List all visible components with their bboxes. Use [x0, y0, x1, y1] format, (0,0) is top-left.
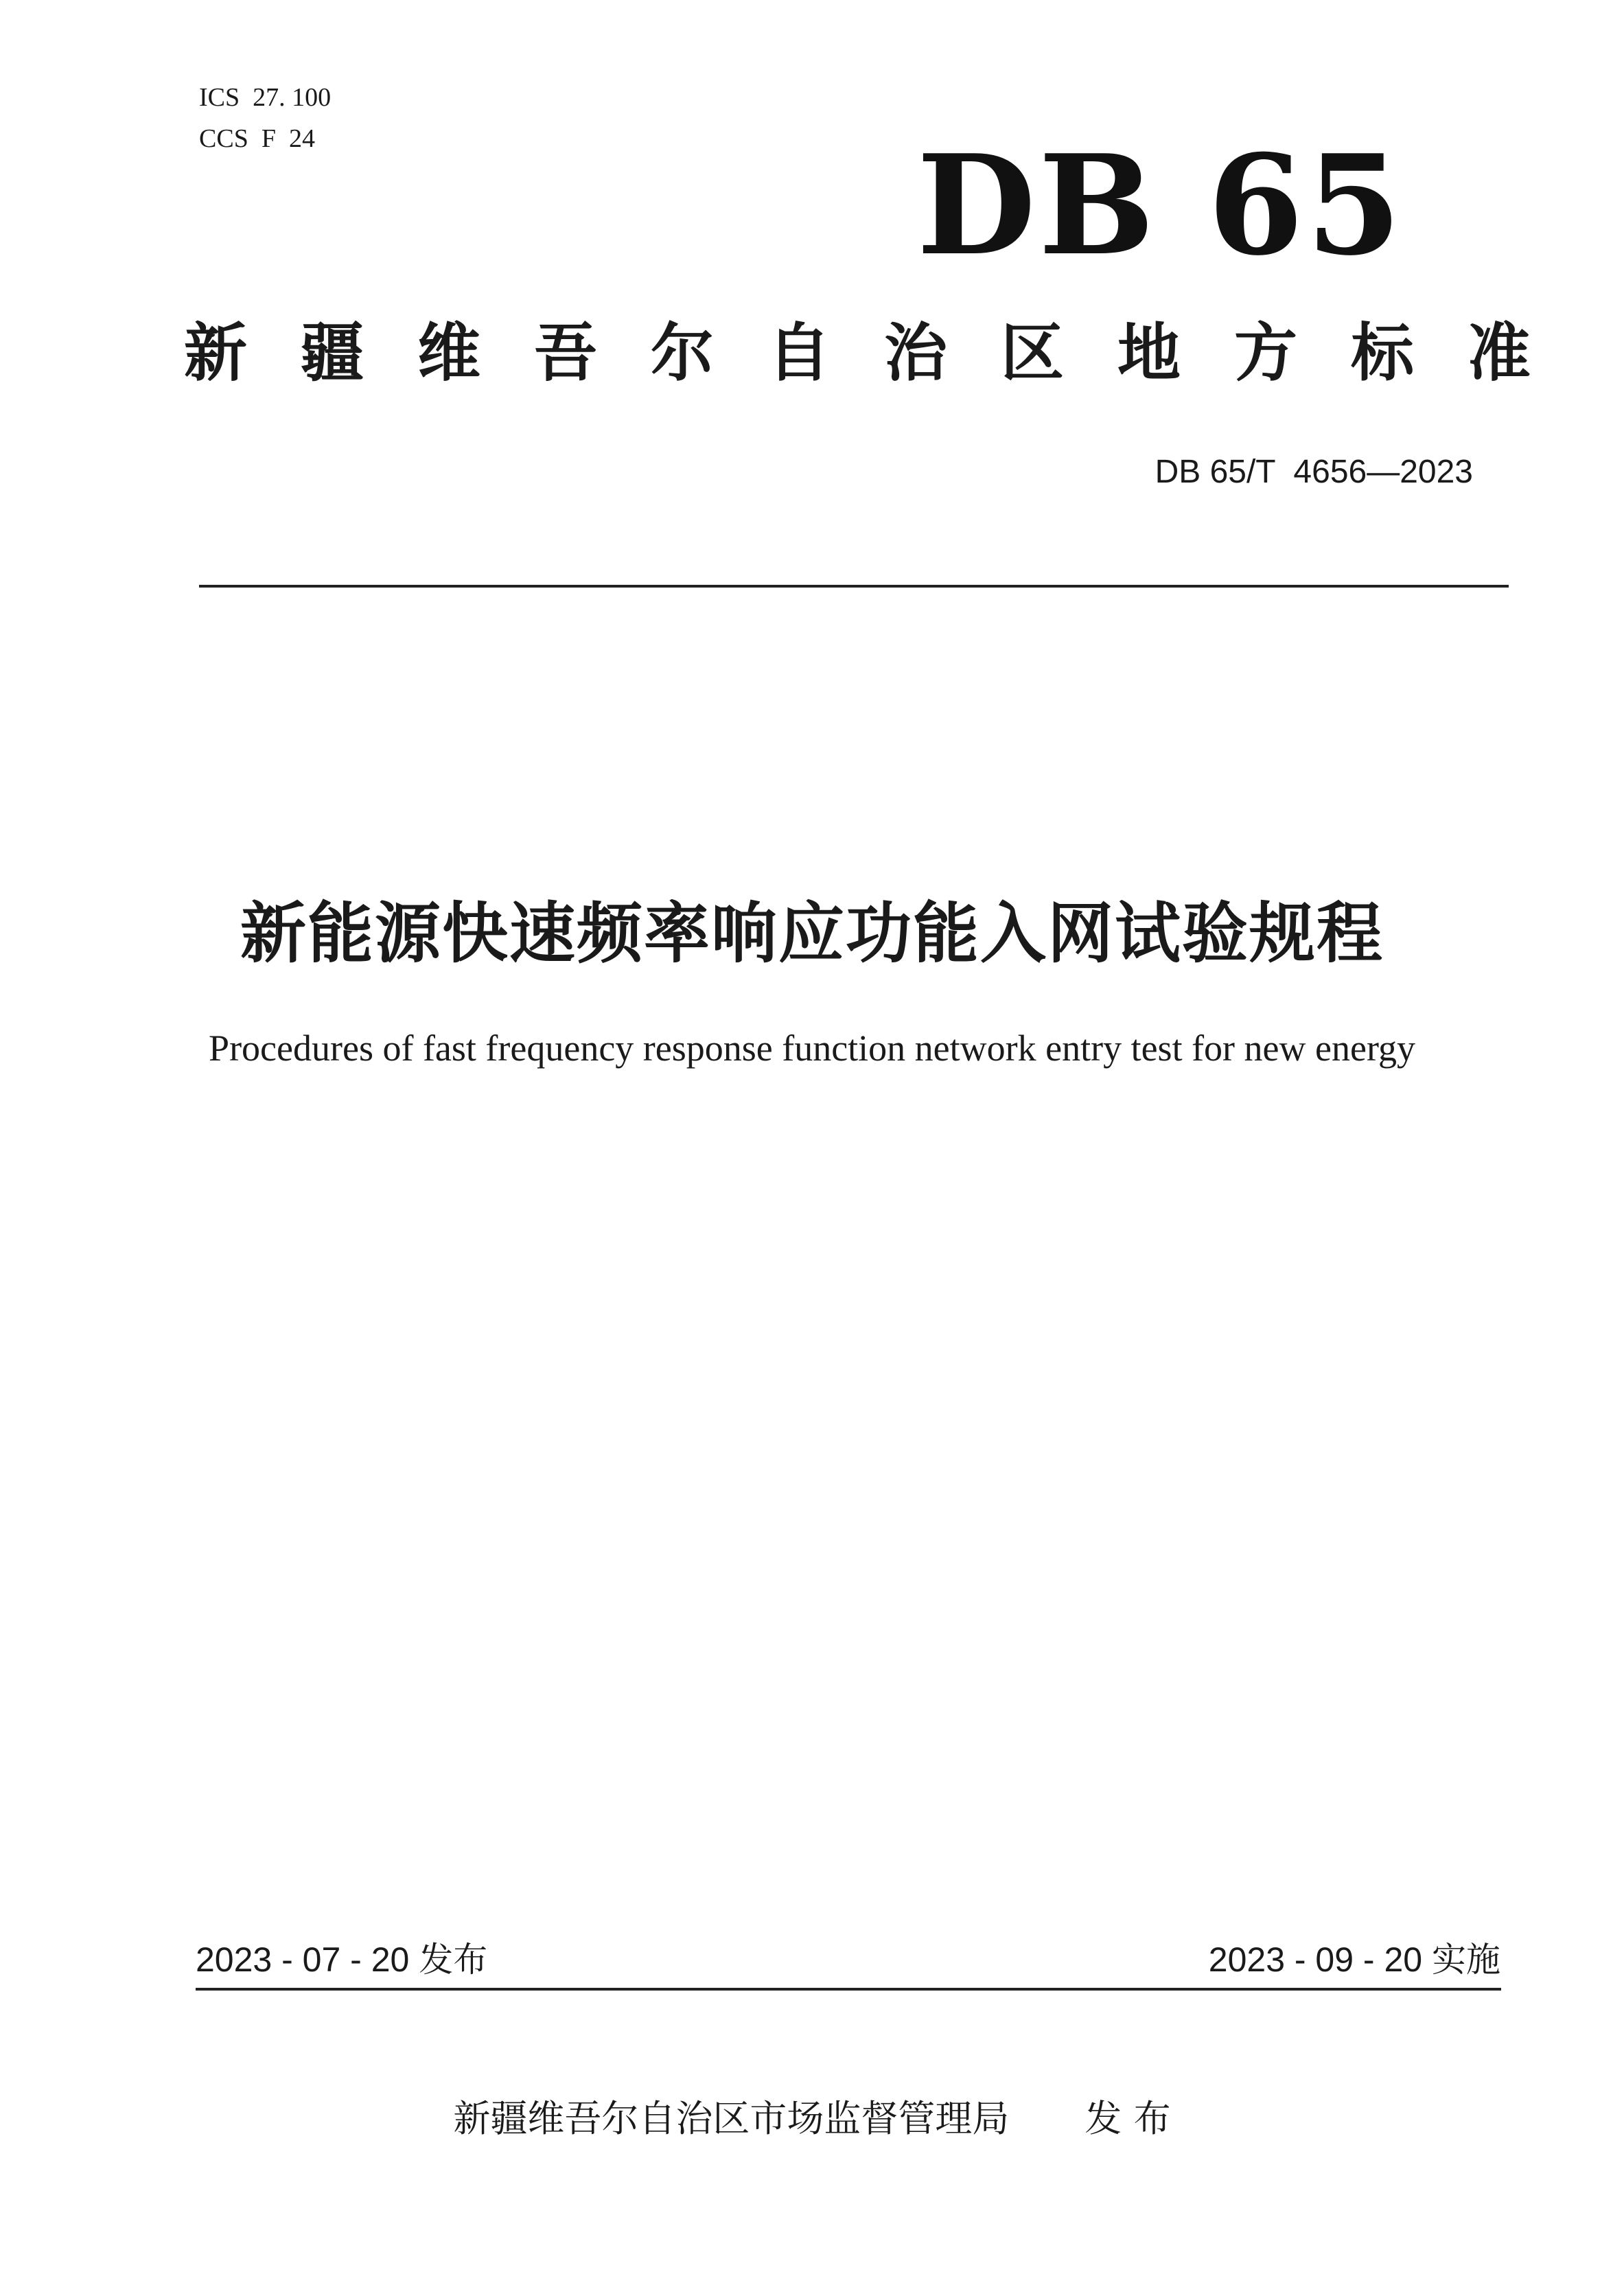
top-divider [199, 585, 1509, 588]
standard-type-heading: 新疆维吾尔自治区地方标准 [184, 316, 1585, 390]
document-title-english: Procedures of fast frequency response function network entry test for new energy [209, 1028, 1415, 1069]
publisher-action: 发 布 [1084, 2097, 1171, 2140]
ccs-code: CCS F 24 [199, 124, 315, 153]
bottom-divider [196, 1988, 1501, 1991]
db-logo: DB 65 [916, 125, 1404, 286]
issue-date: 2023 - 07 - 20 发布 [196, 1940, 488, 1979]
standard-number: DB 65/T 4656—2023 [1155, 454, 1473, 490]
publisher-name: 新疆维吾尔自治区市场监督管理局 [453, 2097, 1010, 2140]
implementation-date: 2023 - 09 - 20 实施 [1208, 1940, 1500, 1979]
document-title-chinese: 新能源快速频率响应功能入网试验规程 [240, 895, 1384, 972]
publisher-line [0, 2097, 1624, 2141]
ics-code: ICS 27. 100 [199, 83, 332, 112]
